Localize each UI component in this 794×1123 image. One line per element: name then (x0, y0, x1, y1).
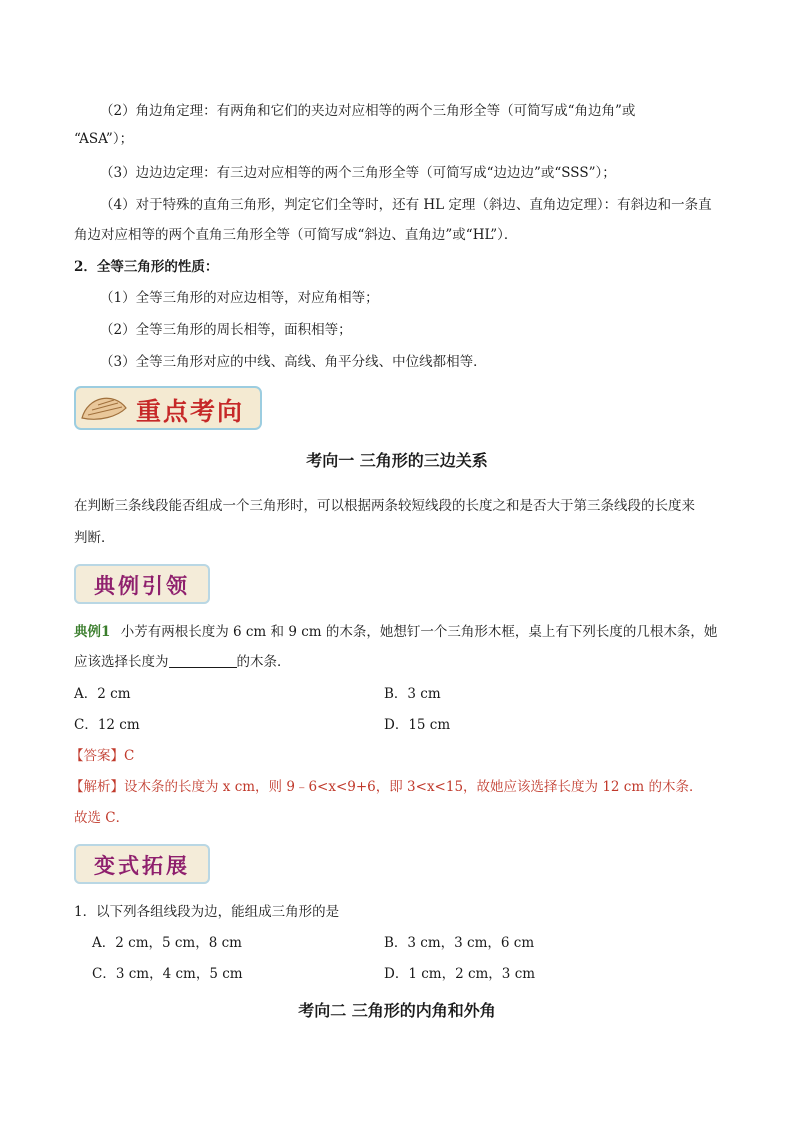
theorem-asa-line1: （2）角边角定理：有两角和它们的夹边对应相等的两个三角形全等（可简写成“角边角”或 (100, 103, 636, 119)
exercise-option: D．1 cm，2 cm，3 cm (384, 966, 536, 982)
variant-tag (74, 844, 210, 884)
property-item: （3）全等三角形对应的中线、高线、角平分线、中位线都相等． (100, 354, 487, 370)
theorem-hl-line1: （4）对于特殊的直角三角形，判定它们全等时，还有 HL 定理（斜边、直角边定理）：有斜边和一条直 (100, 197, 712, 213)
answer-value: C (124, 748, 135, 764)
analysis-text: 设木条的长度为 x cm，则 9﹣6<x<9+6，即 3<x<15，故她应该选择长度为 12 cm 的木条． (124, 779, 703, 795)
theorem-asa-line2: “ASA”）； (74, 131, 134, 147)
example-label: 典例1 (74, 624, 111, 640)
property-item: （1）全等三角形的对应边相等，对应角相等； (100, 290, 379, 306)
example-line2 (74, 652, 291, 672)
direction1-desc-line2: 判断． (74, 530, 115, 546)
theorem-hl-line2: 角边对应相等的两个直角三角形全等（可简写成“斜边、直角边”或“HL”）． (74, 227, 518, 243)
example-option: A．2 cm (74, 686, 131, 702)
answer-line (70, 746, 134, 766)
section-banner (74, 386, 262, 430)
example-option: C．12 cm (74, 717, 140, 733)
example-text-pre: 应该选择长度为 (74, 654, 169, 670)
answer-label: 【答案】 (70, 748, 124, 764)
direction2-title: 考向二 三角形的内角和外角 (298, 1001, 496, 1020)
example-option: D．15 cm (384, 717, 451, 733)
example-option: B．3 cm (384, 686, 441, 702)
example-tag-label: 典例引领 (94, 573, 190, 598)
answer-blank (169, 653, 237, 668)
analysis-label: 【解析】 (70, 779, 124, 795)
property-item: （2）全等三角形的周长相等，面积相等； (100, 322, 352, 338)
exercise-option: A．2 cm，5 cm，8 cm (92, 935, 242, 951)
example-text-post: 的木条． (236, 654, 291, 670)
properties-title: 2．全等三角形的性质： (74, 259, 219, 275)
variant-tag-label: 变式拓展 (94, 853, 190, 878)
example-text: 小芳有两根长度为 6 cm 和 9 cm 的木条，她想钉一个三角形木框，桌上有下列长度的几根木条，她 (120, 624, 718, 640)
exercise-option: C．3 cm，4 cm，5 cm (92, 966, 243, 982)
direction1-title: 考向一 三角形的三边关系 (306, 451, 488, 470)
exercise-question: 1．以下列各组线段为边，能组成三角形的是 (74, 904, 340, 920)
banner-title: 重点考向 (136, 397, 245, 426)
example-tag (74, 564, 210, 604)
direction1-desc-line1: 在判断三条线段能否组成一个三角形时，可以根据两条较短线段的长度之和是否大于第三条线段的长度来 (74, 498, 695, 514)
exercise-option: B．3 cm，3 cm，6 cm (384, 935, 535, 951)
analysis-line (70, 777, 702, 797)
conclusion: 故选 C． (74, 810, 130, 826)
theorem-sss: （3）边边边定理：有三边对应相等的两个三角形全等（可简写成“边边边”或“SSS”）； (100, 165, 616, 181)
example-line1 (74, 622, 717, 642)
